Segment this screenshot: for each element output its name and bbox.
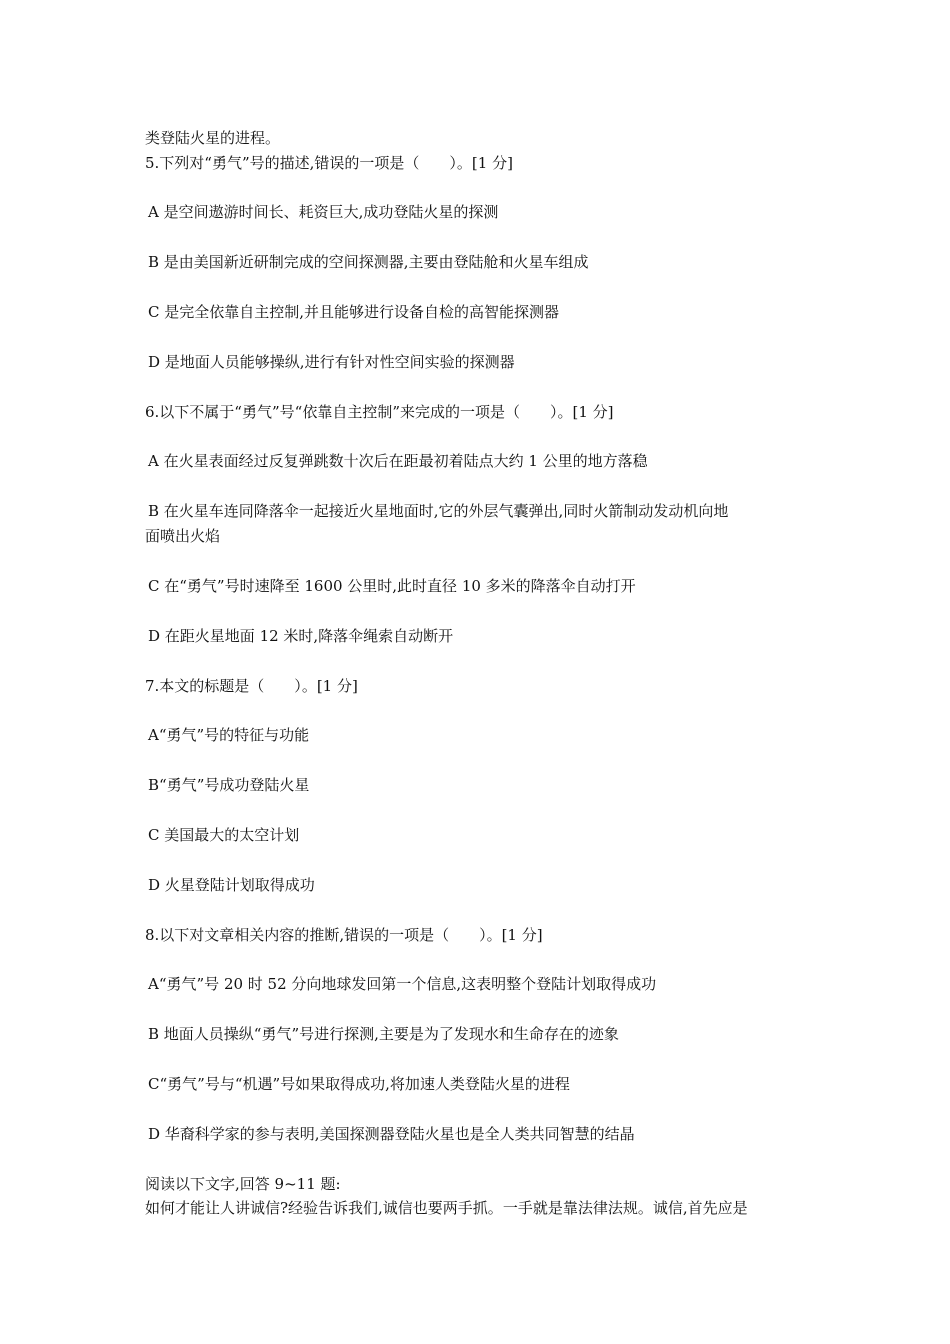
- question-6: 6.以下不属于“勇气”号“依靠自主控制”来完成的一项是（ ）。[1 分]: [145, 403, 614, 421]
- question-8-option-d: D 华裔科学家的参与表明,美国探测器登陆火星也是全人类共同智慧的结晶: [148, 1125, 635, 1143]
- question-5: 5.下列对“勇气”号的描述,错误的一项是（ ）。[1 分]: [145, 154, 513, 172]
- question-8-option-c: C“勇气”号与“机遇”号如果取得成功,将加速人类登陆火星的进程: [148, 1075, 570, 1093]
- question-6-option-b-line-1: B 在火星车连同降落伞一起接近火星地面时,它的外层气囊弹出,同时火箭制动发动机向地: [148, 502, 729, 520]
- question-8: 8.以下对文章相关内容的推断,错误的一项是（ ）。[1 分]: [145, 926, 543, 944]
- question-5-option-a: A 是空间遨游时间长、耗资巨大,成功登陆火星的探测: [148, 203, 499, 221]
- question-5-option-b: B 是由美国新近研制完成的空间探测器,主要由登陆舱和火星车组成: [148, 253, 589, 271]
- question-6-option-d: D 在距火星地面 12 米时,降落伞绳索自动断开: [148, 627, 454, 645]
- question-8-option-b: B 地面人员操纵“勇气”号进行探测,主要是为了发现水和生命存在的迹象: [148, 1025, 619, 1043]
- reading-instruction: 阅读以下文字,回答 9~11 题:: [145, 1175, 341, 1193]
- question-7-option-b: B“勇气”号成功登陆火星: [148, 776, 310, 794]
- question-7-option-c: C 美国最大的太空计划: [148, 826, 300, 844]
- intro-tail-text: 类登陆火星的进程。: [145, 129, 281, 147]
- question-8-option-a: A“勇气”号 20 时 52 分向地球发回第一个信息,这表明整个登陆计划取得成功: [148, 975, 657, 993]
- question-7: 7.本文的标题是（ ）。[1 分]: [145, 677, 358, 695]
- question-6-option-b-line-2: 面喷出火焰: [145, 527, 221, 545]
- question-7-option-a: A“勇气”号的特征与功能: [148, 726, 310, 744]
- passage-first-line: 如何才能让人讲诚信?经验告诉我们,诚信也要两手抓。一手就是靠法律法规。诚信,首先应是: [145, 1199, 748, 1217]
- question-5-option-d: D 是地面人员能够操纵,进行有针对性空间实验的探测器: [148, 353, 515, 371]
- question-6-option-c: C 在“勇气”号时速降至 1600 公里时,此时直径 10 多米的降落伞自动打开: [148, 577, 636, 595]
- question-7-option-d: D 火星登陆计划取得成功: [148, 876, 315, 894]
- question-5-option-c: C 是完全依靠自主控制,并且能够进行设备自检的高智能探测器: [148, 303, 560, 321]
- question-6-option-a: A 在火星表面经过反复弹跳数十次后在距最初着陆点大约 1 公里的地方落稳: [148, 452, 648, 470]
